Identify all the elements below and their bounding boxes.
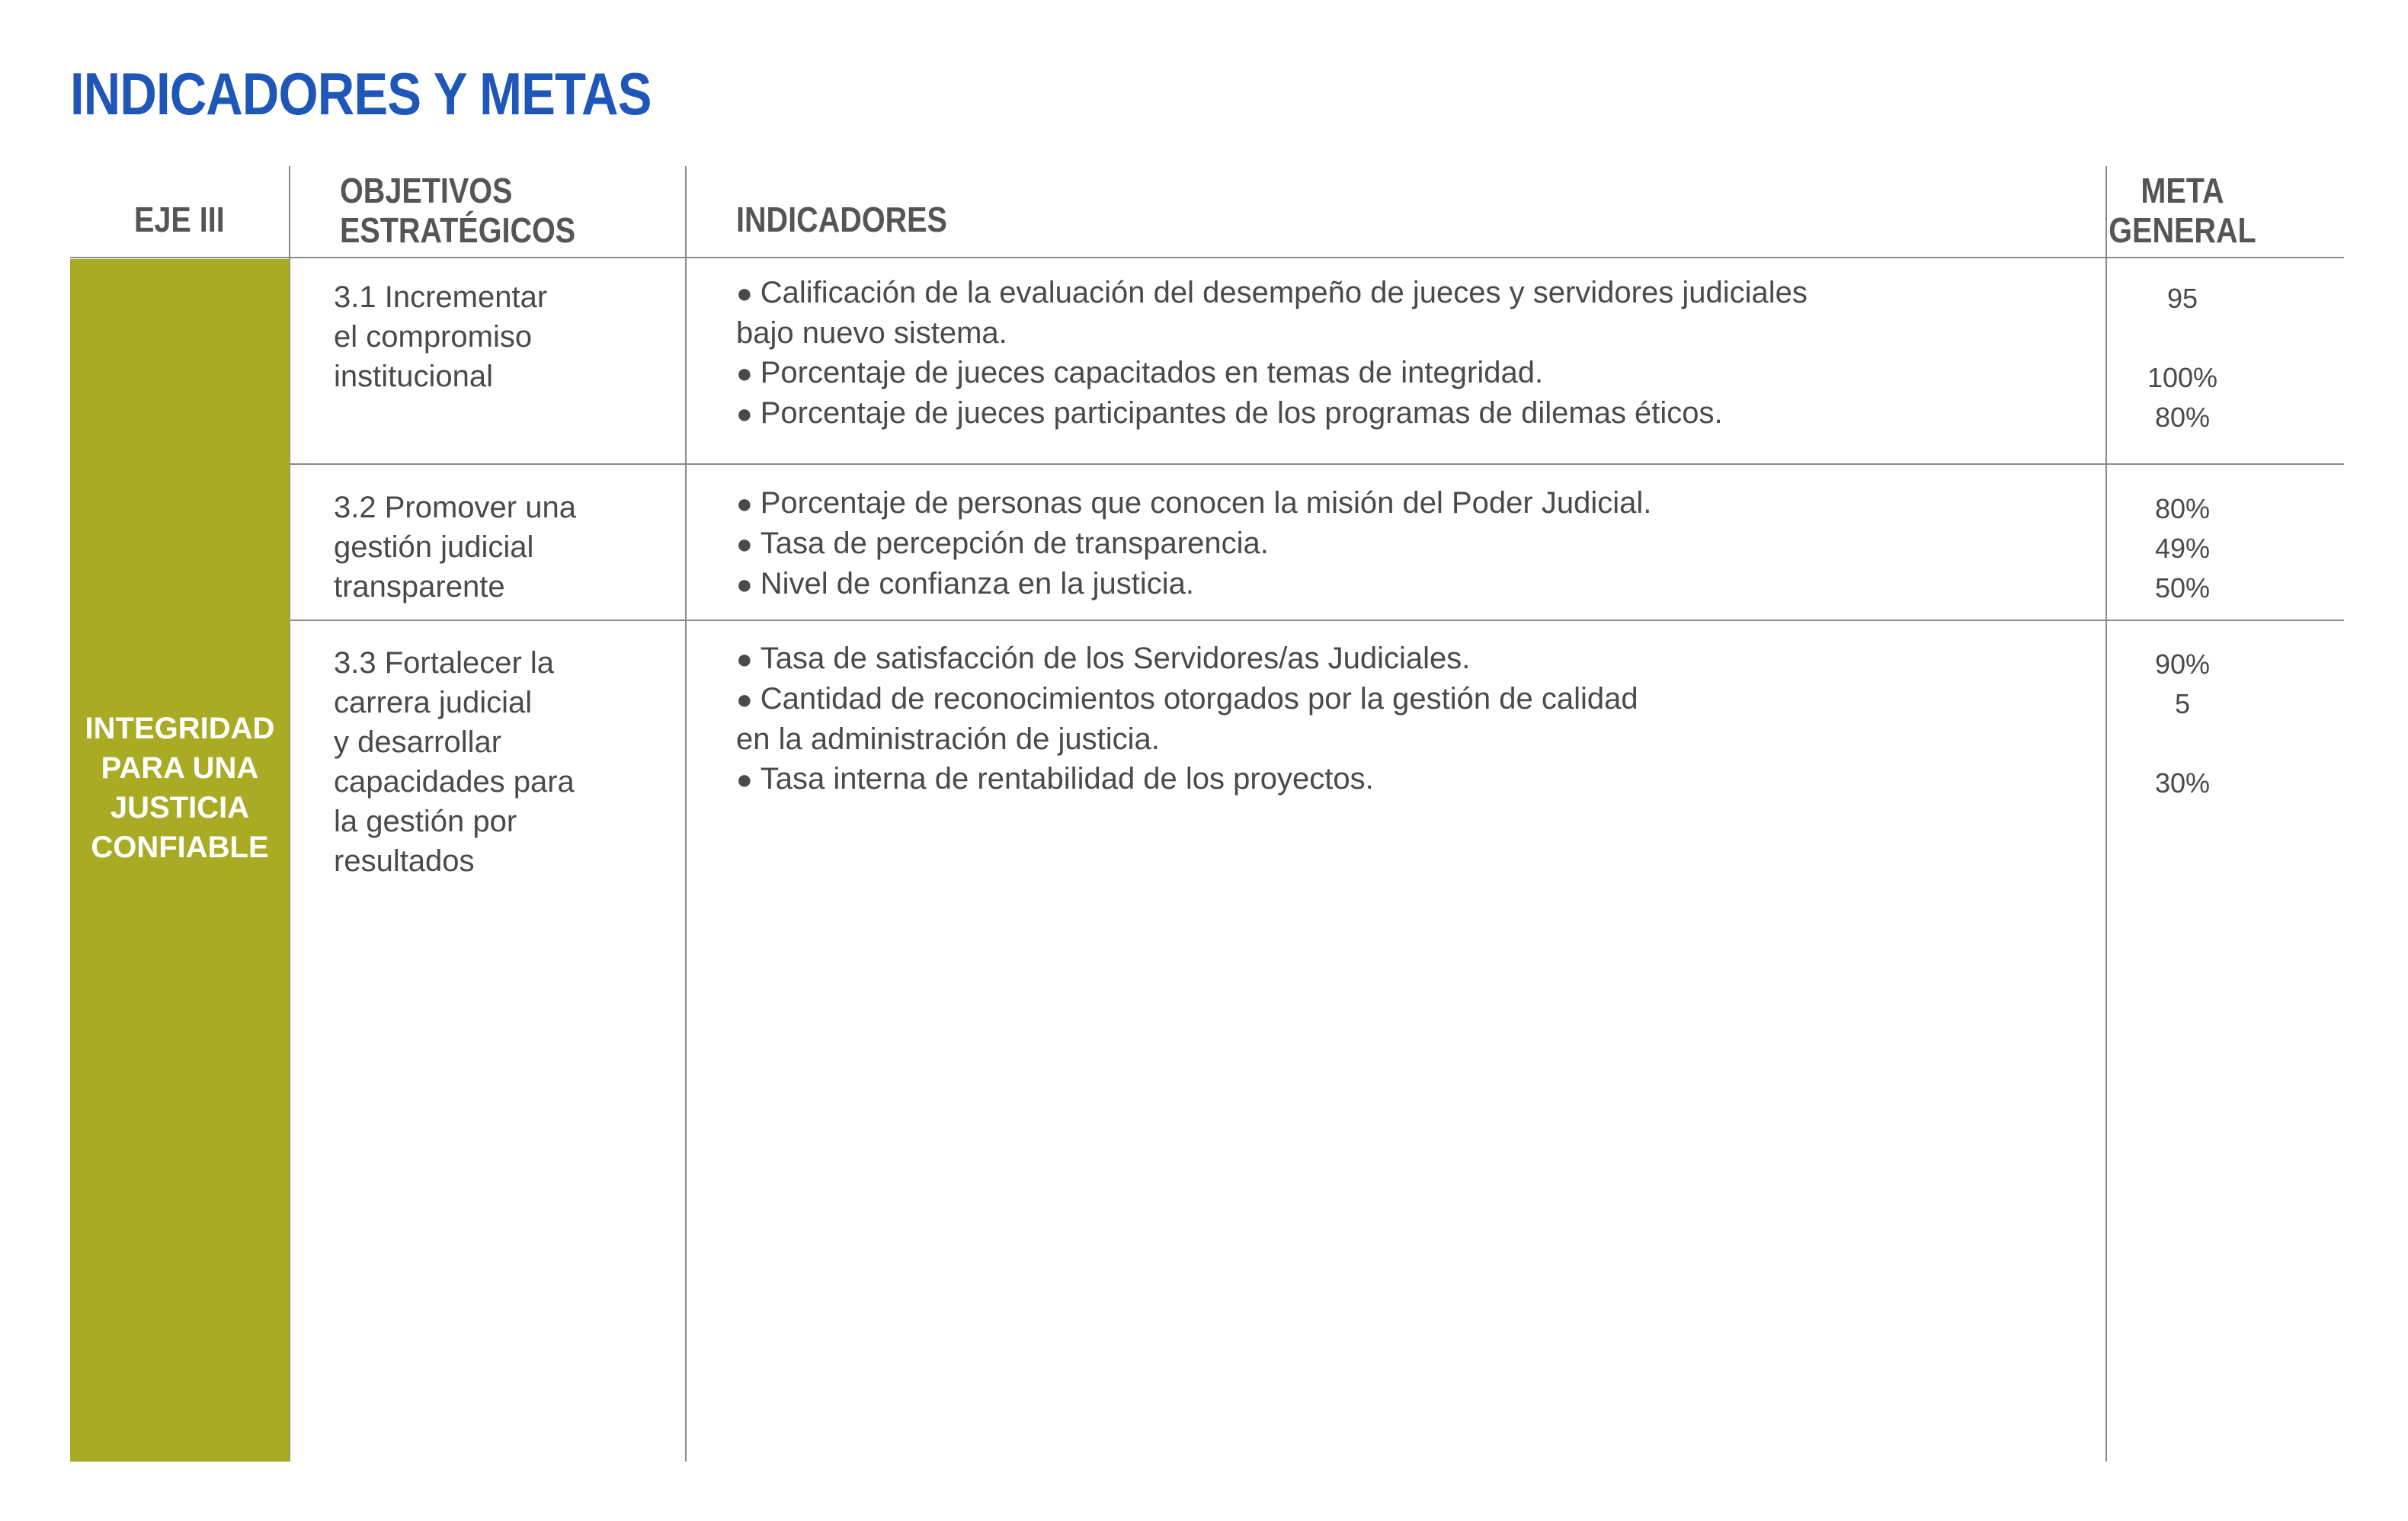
objective-line: resultados	[334, 844, 475, 878]
indicator-text: Tasa de percepción de transparencia.	[760, 527, 1269, 560]
indicator-line	[736, 353, 2108, 393]
bullet-icon: ●	[736, 488, 753, 519]
eje-label-line: CONFIABLE	[91, 831, 269, 864]
indicator-text: Porcentaje de jueces participantes de los programas de dilemas éticos.	[760, 396, 1723, 430]
objective-line: 3.3 Fortalecer la	[334, 646, 555, 680]
meta-value: 90%	[2154, 648, 2211, 680]
bullet-icon: ●	[736, 528, 753, 559]
indicator-line	[736, 639, 2108, 679]
objective-line: gestión judicial	[334, 530, 534, 564]
meta-value: 95	[2166, 283, 2198, 314]
indicator-text: Tasa interna de rentabilidad de los proyectos.	[760, 762, 1374, 796]
meta-3-2	[2091, 489, 2274, 608]
indicators-3-3	[736, 639, 2108, 799]
meta-3-1	[2091, 279, 2274, 437]
eje-label-line: PARA UNA	[101, 751, 259, 785]
indicator-line	[736, 313, 2108, 353]
bullet-icon: ●	[736, 277, 753, 309]
eje-label-line: INTEGRIDAD	[85, 712, 275, 745]
bullet-icon: ●	[736, 568, 753, 600]
indicator-line	[736, 719, 2108, 759]
objective-line: 3.2 Promover una	[334, 491, 576, 524]
indicator-line	[736, 483, 2108, 524]
indicators-3-2	[736, 483, 2108, 604]
bullet-icon: ●	[736, 684, 753, 715]
objective-line: institucional	[334, 360, 494, 393]
objective-3-2	[334, 488, 684, 607]
meta-value: 100%	[2147, 362, 2218, 393]
meta-3-3	[2091, 645, 2274, 803]
page-title: INDICADORES Y METAS	[70, 60, 652, 127]
eje-label	[70, 709, 290, 867]
objective-line: 3.1 Incrementar	[334, 280, 548, 314]
bullet-icon: ●	[736, 764, 753, 795]
indicator-line	[736, 524, 2108, 564]
header-objetivos-line: ESTRATÉGICOS	[340, 210, 576, 250]
meta-value: 5	[2174, 688, 2191, 719]
indicator-line	[736, 564, 2108, 604]
indicator-text: Calificación de la evaluación del desempeño de jueces y servidores judiciales	[760, 276, 1808, 309]
bullet-icon: ●	[736, 643, 753, 674]
objective-line: carrera judicial	[334, 686, 533, 719]
header-meta-line: GENERAL	[2109, 210, 2256, 250]
meta-value: 50%	[2154, 572, 2211, 604]
indicator-line	[736, 679, 2108, 719]
indicator-text: Nivel de confianza en la justicia.	[760, 567, 1194, 600]
indicator-line	[736, 273, 2108, 313]
header-objetivos-line: OBJETIVOS	[340, 171, 513, 210]
header-eje-label: EJE III	[134, 200, 225, 239]
meta-value: 30%	[2154, 767, 2211, 799]
indicator-text: Porcentaje de personas que conocen la misión del Poder Judicial.	[760, 486, 1652, 520]
header-indicadores	[736, 200, 947, 239]
header-objetivos	[340, 171, 575, 250]
indicator-text: Cantidad de reconocimientos otorgados por la gestión de calidad	[760, 682, 1638, 716]
bullet-icon: ●	[736, 398, 753, 429]
indicator-text: en la administración de justicia.	[736, 722, 1160, 756]
header-meta	[2104, 171, 2261, 250]
indicator-text: bajo nuevo sistema.	[736, 316, 1007, 350]
row-divider	[290, 463, 2344, 465]
indicator-line	[736, 393, 2108, 434]
objective-3-1	[334, 277, 684, 396]
meta-value: 80%	[2154, 493, 2211, 524]
objective-line: transparente	[334, 570, 505, 604]
objective-line: y desarrollar	[334, 725, 502, 759]
indicators-3-1	[736, 273, 2108, 434]
meta-value	[2091, 724, 2274, 764]
objective-line: capacidades para	[334, 765, 575, 799]
meta-value: 80%	[2154, 402, 2211, 433]
bullet-icon: ●	[736, 357, 753, 389]
header-meta-line: META	[2141, 171, 2224, 210]
header-rule	[70, 257, 2344, 258]
column-divider-objetivos	[685, 166, 687, 1462]
indicator-text: Tasa de satisfacción de los Servidores/as Judiciales.	[760, 642, 1471, 675]
indicator-text: Porcentaje de jueces capacitados en temas de integridad.	[760, 356, 1544, 389]
header-eje	[134, 200, 225, 239]
indicator-line	[736, 759, 2108, 799]
objective-line: el compromiso	[334, 320, 533, 354]
objective-line: la gestión por	[334, 805, 517, 838]
header-indicadores-label: INDICADORES	[736, 200, 947, 239]
row-divider	[290, 620, 2344, 621]
meta-value: 49%	[2154, 533, 2211, 564]
meta-value	[2091, 319, 2274, 358]
objective-3-3	[334, 643, 684, 881]
eje-label-line: JUSTICIA	[110, 791, 250, 825]
